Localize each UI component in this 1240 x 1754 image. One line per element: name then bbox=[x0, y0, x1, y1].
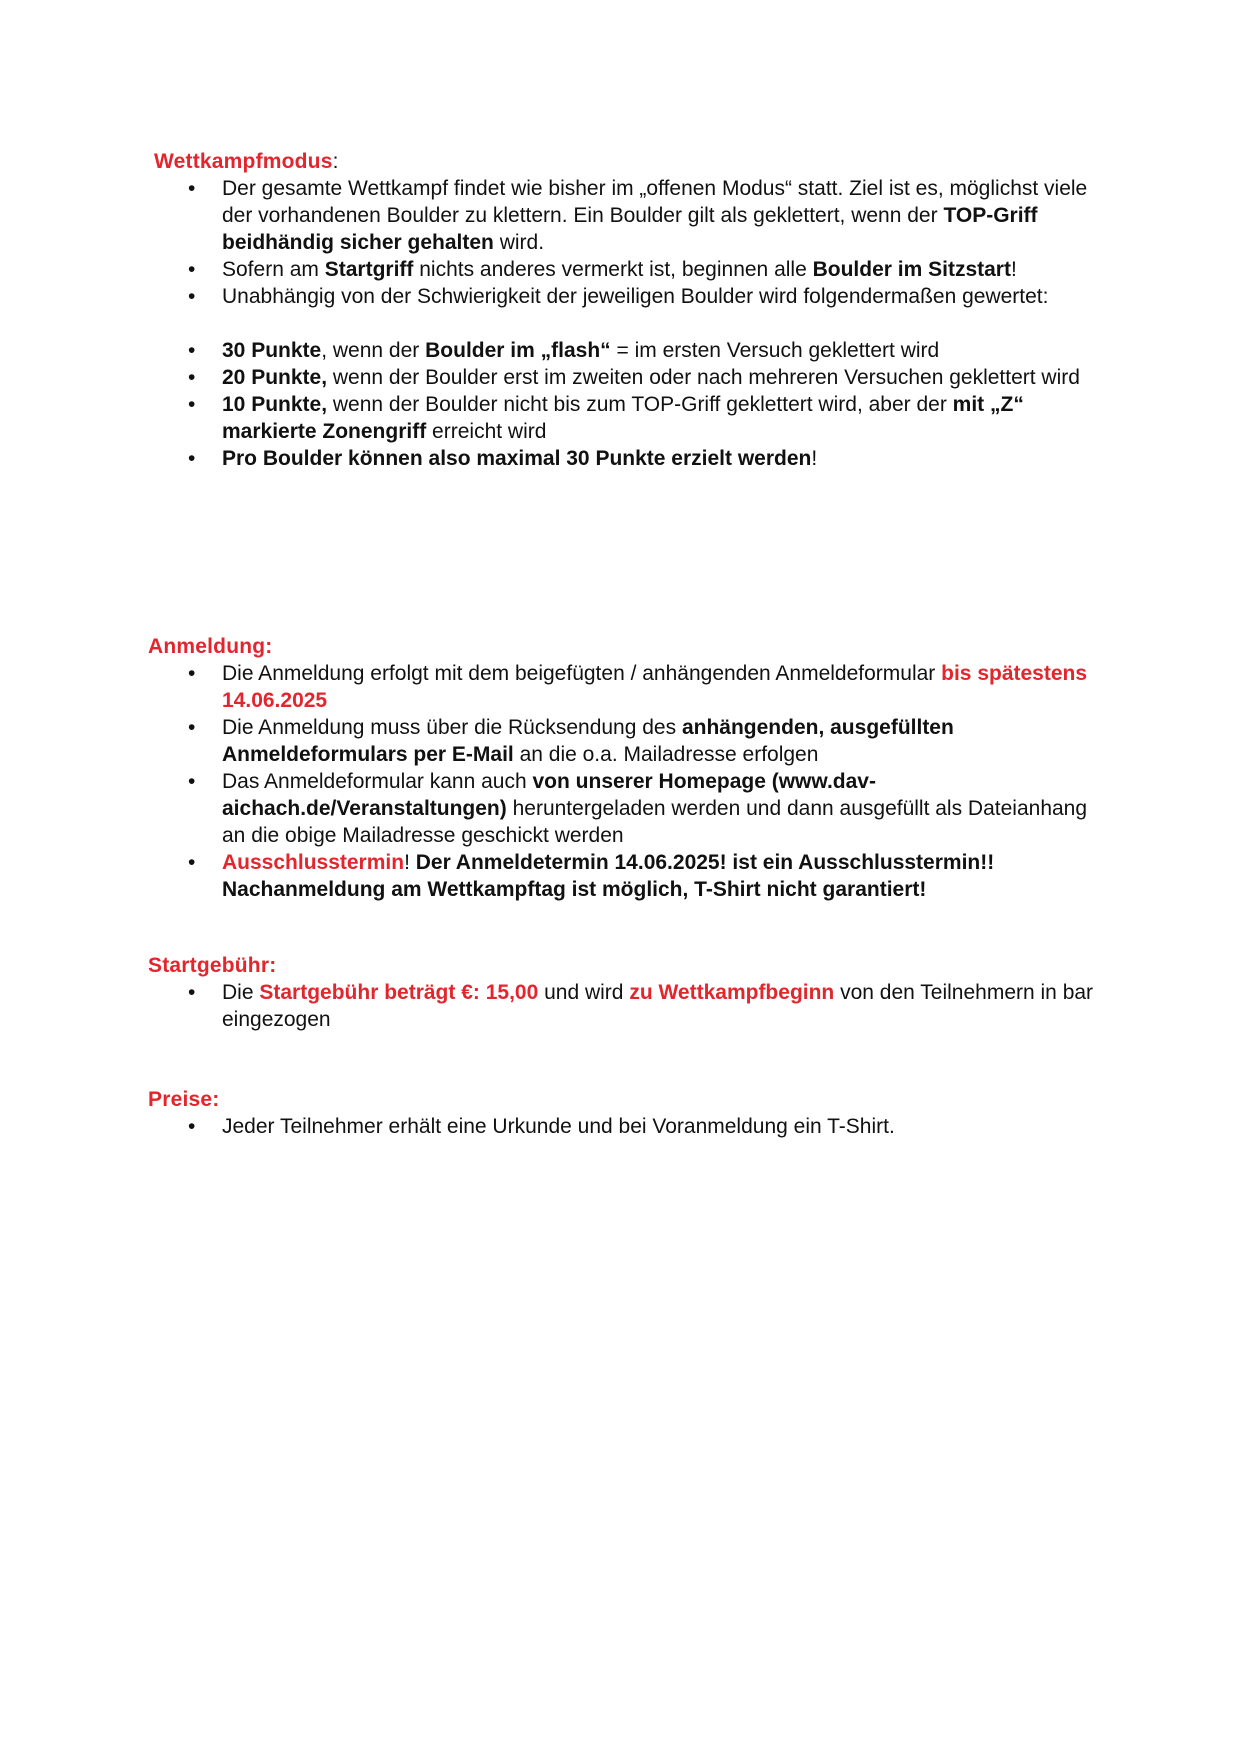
list-item: • 20 Punkte, wenn der Boulder erst im zweiten oder nach mehreren Versuchen geklettert wird bbox=[148, 364, 1098, 391]
list-item: • 30 Punkte, wenn der Boulder im „flash“ = im ersten Versuch geklettert wird bbox=[148, 337, 1098, 364]
list-startgebuehr bbox=[148, 979, 1098, 1033]
section-anmeldung bbox=[148, 633, 1098, 903]
section-preise bbox=[148, 1086, 1098, 1140]
list-item: • Die Anmeldung erfolgt mit dem beigefügten / anhängenden Anmeldeformular bis spätestens 14.06.2025 bbox=[148, 660, 1098, 714]
heading-preise: Preise: bbox=[148, 1088, 220, 1111]
heading-anmeldung: Anmeldung: bbox=[148, 635, 273, 658]
list-item: • Jeder Teilnehmer erhält eine Urkunde und bei Voranmeldung ein T-Shirt. bbox=[148, 1113, 1098, 1140]
list-item: • Die Anmeldung muss über die Rücksendung des anhängenden, ausgefüllten Anmeldeformulars per E-Mail an die o.a. Mailadresse erfolgen bbox=[148, 714, 1098, 768]
list-item: • Das Anmeldeformular kann auch von unserer Homepage (www.dav-aichach.de/Veranstaltungen) heruntergeladen werden und dann ausgefüllt als Dateianhang an die obige Mailadresse geschickt werden bbox=[148, 768, 1098, 849]
heading-wettkampfmodus: Wettkampfmodus: bbox=[154, 150, 339, 173]
list-item: • Der gesamte Wettkampf findet wie bisher im „offenen Modus“ statt. Ziel ist es, möglichst viele der vorhandenen Boulder zu klettern. Ein Boulder gilt als geklettert, wenn der TOP-Griff beidhändig sicher gehalten wird. bbox=[148, 175, 1098, 256]
list-item: • Die Startgebühr beträgt €: 15,00 und wird zu Wettkampfbeginn von den Teilnehmern in bar eingezogen bbox=[148, 979, 1098, 1033]
section-wettkampfmodus bbox=[148, 148, 1098, 472]
heading-startgebuehr: Startgebühr: bbox=[148, 954, 277, 977]
list-item: • Unabhängig von der Schwierigkeit der jeweiligen Boulder wird folgendermaßen gewertet: bbox=[148, 283, 1098, 310]
list-wettkampfmodus bbox=[148, 175, 1098, 472]
list-item: • Pro Boulder können also maximal 30 Punkte erzielt werden! bbox=[148, 445, 1098, 472]
list-anmeldung bbox=[148, 660, 1098, 903]
section-startgebuehr bbox=[148, 952, 1098, 1033]
list-item: • Sofern am Startgriff nichts anderes vermerkt ist, beginnen alle Boulder im Sitzstart! bbox=[148, 256, 1098, 283]
list-item: • 10 Punkte, wenn der Boulder nicht bis zum TOP-Griff geklettert wird, aber der mit „Z“ markierte Zonengriff erreicht wird bbox=[148, 391, 1098, 445]
list-item: • Ausschlusstermin! Der Anmeldetermin 14.06.2025! ist ein Ausschlusstermin!! Nachanmeldung am Wettkampftag ist möglich, T-Shirt nicht garantiert! bbox=[148, 849, 1098, 903]
list-preise bbox=[148, 1113, 1098, 1140]
